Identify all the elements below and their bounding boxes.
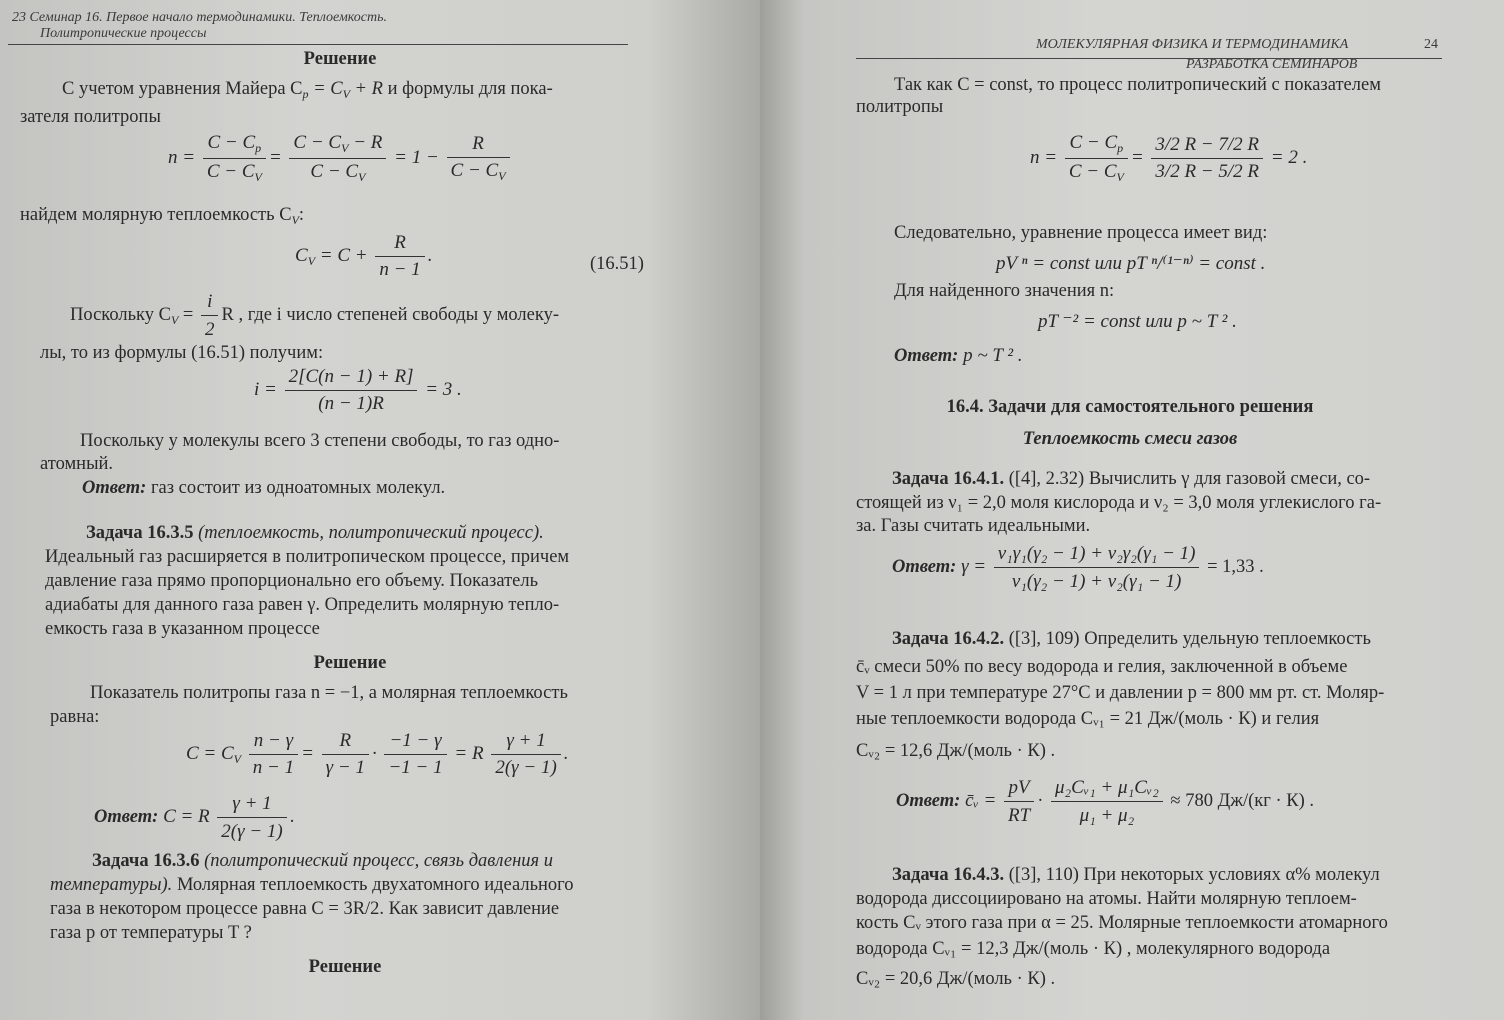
task-16-4-3-line4: водорода Cᵥ₁ = 12,3 Дж/(моль · К) , молекулярного водорода xyxy=(856,939,1331,959)
task-16-4-2-title: Задача 16.4.2. ([3], 109) Определить удельную теплоемкость xyxy=(892,629,1371,649)
answer-16-4-1: Ответ: γ = $\frac{\text{ν₁γ₁(γ₂ − 1) + ν₂γ₂(γ₁ − 1)}}{\text{ν₁(γ₂ − 1) + ν₂(γ₁ − 1)}}$ = 1,33 . xyxy=(892,543,1264,592)
task-16-4-3-line5: Cᵥ₂ = 20,6 Дж/(моль · К) . xyxy=(856,969,1056,989)
equation-p-t: pT ⁻² = const или p ~ T ² . xyxy=(1038,311,1237,332)
answer-1: Ответ: газ состоит из одноатомных молекул. xyxy=(82,478,446,498)
equation-process: pV ⁿ = const или pT ⁿ/⁽¹⁻ⁿ⁾ = const . xyxy=(996,253,1266,274)
paragraph-degrees-of-freedom: Поскольку $C_V$ = $\frac{i}{2}$ R , где i число степеней свободы у молеку- xyxy=(70,291,559,340)
paragraph-monoatomic-cont: атомный. xyxy=(40,454,114,474)
paragraph-found-n: Для найденного значения n: xyxy=(894,281,1115,301)
task-16-4-3-title: Задача 16.4.3. ([3], 110) При некоторых условиях α% молекул xyxy=(892,865,1380,885)
task-16-3-6-line1: температуры). Молярная теплоемкость двухатомного идеального xyxy=(50,875,574,895)
paragraph-const: Так как C = const, то процесс политропический с показателем xyxy=(894,75,1381,95)
task-16-4-1-title: Задача 16.4.1. ([4], 2.32) Вычислить γ для газовой смеси, со- xyxy=(892,469,1371,489)
header-rule xyxy=(8,44,628,45)
task-16-4-2-line2: c̄ᵥ смеси 50% по весу водорода и гелия, заключенной в объеме xyxy=(856,657,1348,677)
answer-2: Ответ: C = R $\frac{\gamma + 1}{2(\gamma - 1)}$ . xyxy=(94,793,295,842)
task-16-3-5-line3: адиабаты для данного газа равен γ. Определить молярную тепло- xyxy=(45,595,560,615)
task-16-3-6-title: Задача 16.3.6 (политропический процесс, связь давления и xyxy=(92,851,553,871)
solution-heading-2: Решение xyxy=(313,653,387,673)
task-16-3-5-line4: емкость газа в указанном процессе xyxy=(45,619,320,639)
running-header-subtitle: РАЗРАБОТКА СЕМИНАРОВ xyxy=(1186,57,1358,72)
task-16-4-2-line4: ные теплоемкости водорода Cᵥ₁ = 21 Дж/(моль · К) и гелия xyxy=(856,709,1320,729)
equation-polytropic-index: n = $\frac{C - C_p}{C - C_V}$ = $\frac{C - C_V - R}{C - C_V}$ = 1 − $\frac{R}{C - C_V}$ xyxy=(168,132,513,185)
task-16-4-1-line3: за. Газы считать идеальными. xyxy=(856,516,1091,536)
task-16-4-3-line3: кость Cᵥ этого газа при α = 25. Молярные теплоемкости атомарного xyxy=(856,913,1388,933)
task-16-4-1-line2: стоящей из ν₁ = 2,0 моля кислорода и ν₂ = 3,0 моля углекислого га- xyxy=(856,493,1382,513)
task-16-4-2-line5: Cᵥ₂ = 12,6 Дж/(моль · К) . xyxy=(856,741,1056,761)
task-16-3-5-line2: давление газа прямо пропорционально его объему. Показатель xyxy=(45,571,539,591)
task-16-3-6-line3: газа p от температуры T ? xyxy=(50,923,252,943)
equation-number: (16.51) xyxy=(590,254,644,274)
task-16-4-2-line3: V = 1 л при температуре 27°С и давлении p = 800 мм рт. ст. Моляр- xyxy=(856,683,1385,703)
equation-i: i = $\frac{2[C(n - 1) + R]}{(n - 1)R}$ = 3 . xyxy=(254,366,462,414)
paragraph-find-cv: найдем молярную теплоемкость $C_V$: xyxy=(20,205,305,227)
solution-heading-3: Решение xyxy=(308,957,382,977)
paragraph-polytropic-cont: равна: xyxy=(50,707,100,727)
answer-right-1: Ответ: p ~ T ² . xyxy=(894,345,1023,366)
task-16-3-6-line2: газа в некотором процессе равна C = 3R/2. Как зависит давление xyxy=(50,899,560,919)
equation-cv: $C_V = C$ + $\frac{R}{n - 1}$ . xyxy=(295,232,433,280)
paragraph-const-cont: политропы xyxy=(856,97,944,117)
paragraph-mayer: С учетом уравнения Майера $C_p = C_V + R$ и формулы для пока- xyxy=(62,79,553,101)
paragraph-mayer-cont: зателя политропы xyxy=(20,107,161,127)
task-16-3-5-title: Задача 16.3.5 (теплоемкость, политропический процесс). xyxy=(86,523,544,543)
page-number: 24 xyxy=(1424,37,1438,52)
equation-n-value: n = $\frac{C - C_p}{C - C_V}$ = $\frac{3/2 R - 7/2 R}{3/2 R - 5/2 R}$ = 2 . xyxy=(1030,132,1308,184)
paragraph-degrees-cont: лы, то из формулы (16.51) получим: xyxy=(40,343,324,363)
equation-molar-heat: $C = C_V$ $\frac{n - \gamma}{n - 1}$ = $\frac{R}{\gamma - 1}$ · $\frac{-1 - \gamma}{-1 - 1}$ = R $\frac{\gamma + 1}{2(\gamma - 1)}$ . xyxy=(186,730,569,778)
subsection-title: Теплоемкость смеси газов xyxy=(1022,429,1238,449)
section-title: 16.4. Задачи для самостоятельного решения xyxy=(946,397,1314,417)
running-header-line1: 23 Семинар 16. Первое начало термодинамики. Теплоемкость. xyxy=(12,10,387,25)
task-16-4-3-line2: водорода диссоциировано на атомы. Найти молярную теплоем- xyxy=(856,889,1357,909)
right-page xyxy=(760,0,1504,1020)
solution-heading: Решение xyxy=(303,49,377,69)
task-16-3-5-line1: Идеальный газ расширяется в политропическом процессе, причем xyxy=(45,547,570,567)
answer-16-4-2: Ответ: c̄ᵥ = $\frac{pV}{RT}$ · $\frac{\text{μ₂Cᵥ₁ + μ₁Cᵥ₂}}{\text{μ₁ + μ₂}}$ ≈ 780 Дж/(кг · К) . xyxy=(896,777,1315,826)
running-header-line2: Политропические процессы xyxy=(40,26,207,41)
paragraph-polytropic-index: Показатель политропы газа n = −1, а молярная теплоемкость xyxy=(90,683,568,703)
paragraph-monoatomic: Поскольку у молекулы всего 3 степени свободы, то газ одно- xyxy=(80,431,560,451)
running-header-title: МОЛЕКУЛЯРНАЯ ФИЗИКА И ТЕРМОДИНАМИКА xyxy=(1036,37,1349,52)
paragraph-process-equation: Следовательно, уравнение процесса имеет вид: xyxy=(894,223,1268,243)
